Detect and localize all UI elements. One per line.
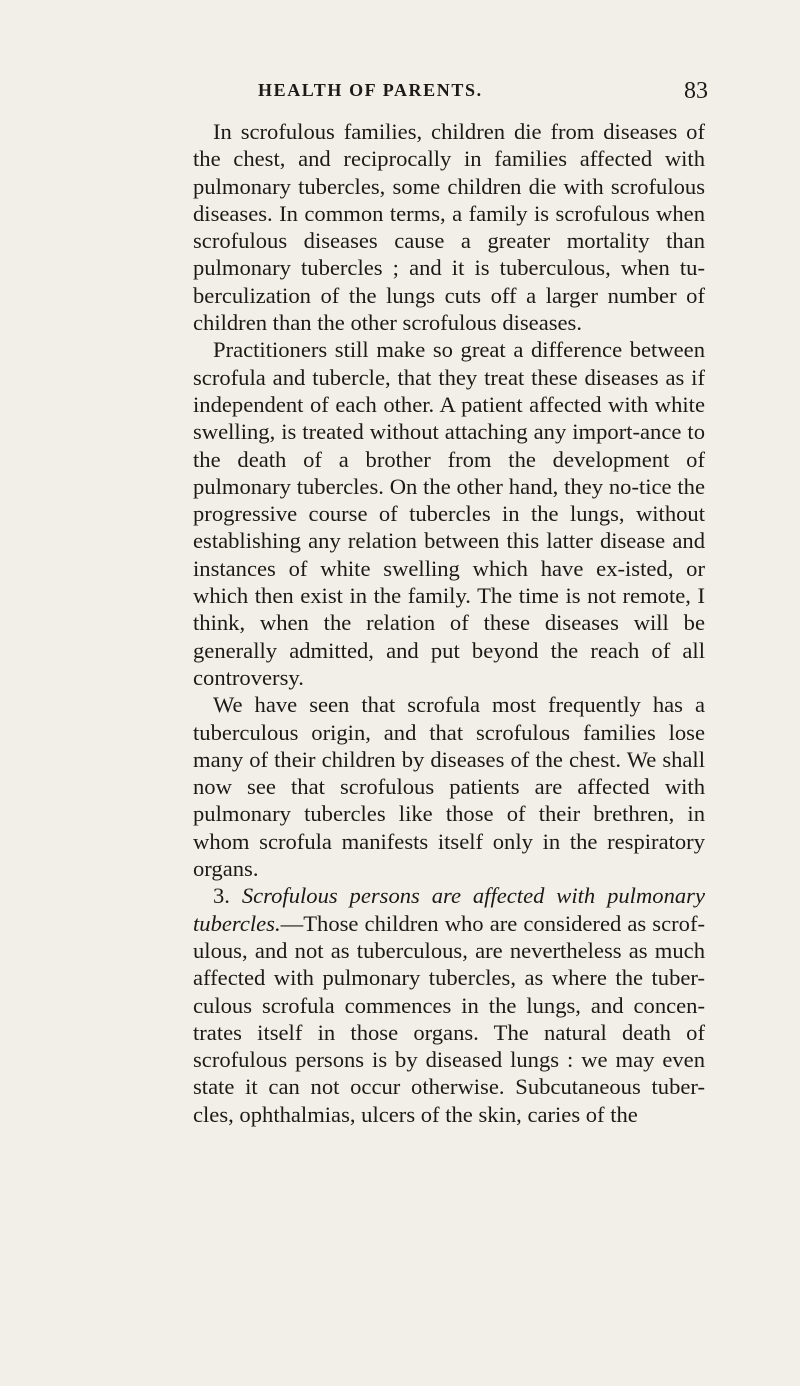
- paragraph-scrofulous-families: In scrofulous families, children die from diseases of the chest, and reciprocally in families affected with pulmonary tubercles, some children die with scrofulous diseases. In common terms, a family is scrofulous when scrofulous diseases cause a greater mortality than pulmonary tubercles ; and it is tuberculous, when tu-berculization of the lungs cuts off a larger number of children than the other scrofulous diseases.: [193, 119, 705, 336]
- section-title: Scrofulous persons are affected with pulmonary tubercles.: [193, 883, 705, 936]
- page-number: 83: [684, 78, 708, 104]
- paragraph-tuberculous-origin: We have seen that scrofula most frequently has a tuberculous origin, and that scrofulous families lose many of their children by diseases of the chest. We shall now see that scrofulous patients are affected with pulmonary tubercles like those of their brethren, in whom scrofula manifests itself only in the respiratory organs.: [193, 692, 705, 882]
- paragraph-practitioners: Practitioners still make so great a difference between scrofula and tubercle, that they treat these diseases as if independent of each other. A patient affected with white swelling, is treated without attaching any import-ance to the death of a brother from the development of pulmonary tubercles. On the other hand, they no-tice the progressive course of tubercles in the lungs, without establishing any relation between this latter disease and instances of white swelling which have ex-isted, or which then exist in the family. The time is not remote, I think, when the relation of these diseases will be generally admitted, and put beyond the reach of all controversy.: [193, 337, 705, 690]
- section-body: —Those children who are considered as scrof-ulous, and not as tuberculous, are nevertheless as much affected with pulmonary tubercles, as where the tuber-culous scrofula commences in the lungs, and concen-trates itself in those organs. The natural death of scrofulous persons is by diseased lungs : we may even state it can not occur otherwise. Subcutaneous tuber-cles, ophthalmias, ulcers of the skin, caries of the: [193, 910, 705, 1127]
- running-head: HEALTH OF PARENTS.: [258, 80, 483, 100]
- section-paragraph: [193, 882, 705, 1128]
- section-number: 3.: [213, 883, 230, 909]
- body-text: [193, 118, 705, 1128]
